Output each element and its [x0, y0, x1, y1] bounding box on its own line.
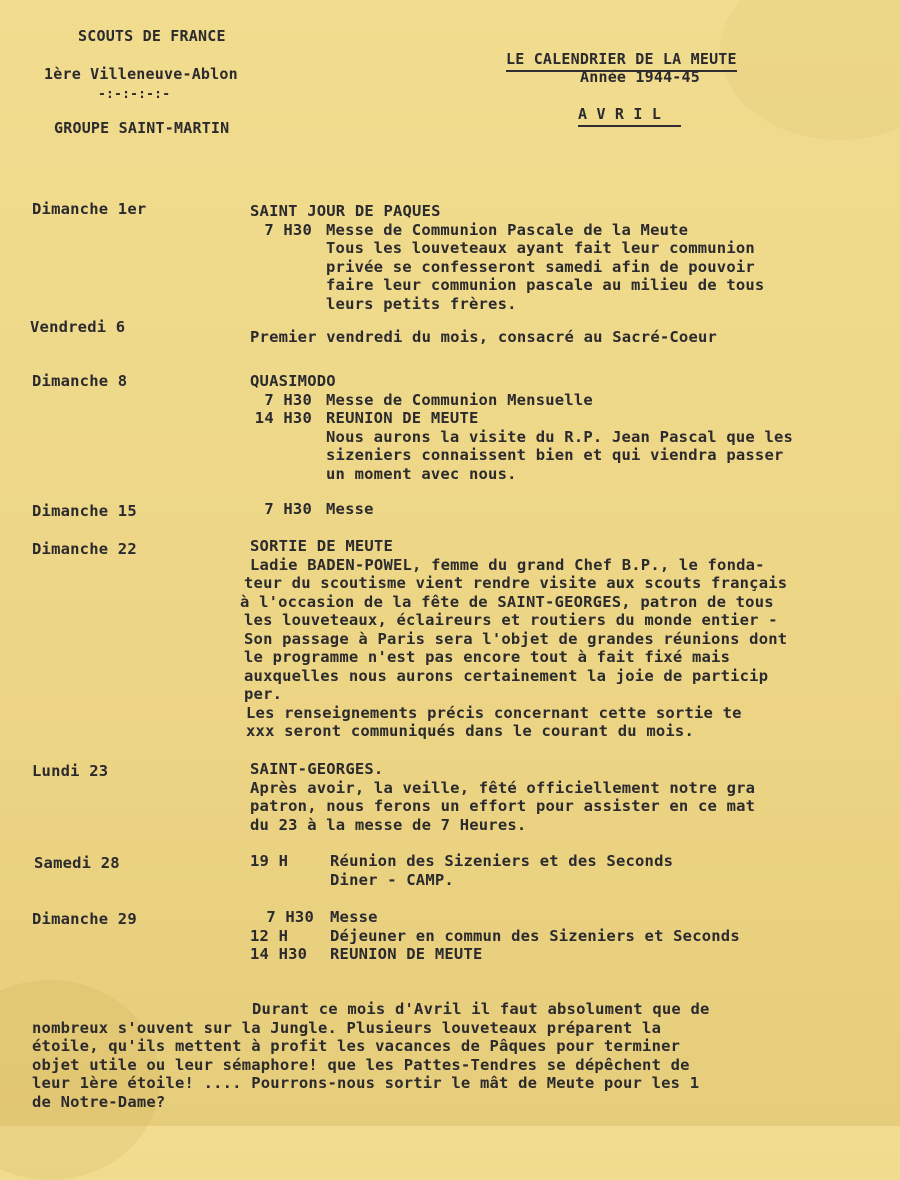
- entry-heading: SORTIE DE MEUTE: [250, 537, 393, 555]
- entry-line: REUNION DE MEUTE: [330, 945, 483, 963]
- entry-heading: Premier vendredi du mois, consacré au Sacré-Coeur: [250, 328, 718, 346]
- entry-line: sizeniers connaissent bien et qui viendra passer: [326, 446, 784, 464]
- unit-name: 1ère Villeneuve-Ablon: [44, 65, 238, 83]
- entry-line: les louveteaux, éclaireurs et routiers du monde entier -: [244, 611, 778, 629]
- entry-body: [250, 372, 793, 483]
- entry-time: 7 H30: [266, 908, 314, 926]
- entry-line: teur du scoutisme vient rendre visite aux scouts français: [244, 574, 788, 592]
- entry-line: Tous les louveteaux ayant fait leur communion: [326, 239, 755, 257]
- entry-body: [240, 537, 788, 741]
- entry-line: privée se confesseront samedi afin de pouvoir: [326, 257, 755, 276]
- closing-line: objet utile ou leur sémaphore! que les Pattes-Tendres se dépêchent de: [32, 1055, 690, 1074]
- entry-line: Nous aurons la visite du R.P. Jean Pascal que les: [326, 427, 794, 446]
- entry-time: 12 H: [250, 926, 289, 945]
- entry-line: Ladie BADEN-POWEL, femme du grand Chef B.P., le fonda-: [250, 555, 765, 574]
- calendar-month: A V R I L: [578, 105, 681, 127]
- entry-line: du 23 à la messe de 7 Heures.: [250, 815, 527, 834]
- entry-day: Dimanche 8: [32, 372, 128, 390]
- entry-line: Les renseignements précis concernant cette sortie te: [246, 703, 742, 722]
- closing-line: de Notre-Dame?: [32, 1092, 166, 1111]
- entry-time: 19 H: [250, 852, 289, 870]
- entry-line: patron, nous ferons un effort pour assister en ce mat: [250, 797, 756, 815]
- group-name: GROUPE SAINT-MARTIN: [54, 119, 230, 137]
- entry-time: 14 H30: [254, 409, 312, 427]
- entry-time: 7 H30: [264, 220, 312, 239]
- calendar-title: LE CALENDRIER DE LA MEUTE: [506, 50, 737, 72]
- entry-line: Messe: [326, 500, 374, 518]
- entry-line: leurs petits frères.: [326, 294, 517, 313]
- entry-line: à l'occasion de la fête de SAINT-GEORGES, patron de tous: [240, 592, 774, 611]
- entry-day: Samedi 28: [34, 854, 120, 872]
- entry-line: Son passage à Paris sera l'objet de grandes réunions dont: [244, 629, 788, 648]
- entry-day: Dimanche 15: [32, 502, 137, 520]
- entry-body: [250, 852, 673, 889]
- entry-day: Dimanche 1er: [32, 200, 147, 218]
- entry-heading: SAINT-GEORGES.: [250, 760, 384, 778]
- entry-time: 7 H30: [264, 390, 312, 409]
- entry-body: [250, 760, 755, 834]
- entry-line: Déjeuner en commun des Sizeniers et Seconds: [330, 926, 740, 945]
- entry-line: Messe de Communion Pascale de la Meute: [326, 220, 689, 239]
- entry-heading: QUASIMODO: [250, 372, 336, 390]
- entry-day: Vendredi 6: [30, 318, 126, 336]
- entry-line: xxx seront communiqués dans le courant du mois.: [246, 722, 694, 740]
- closing-line: étoile, qu'ils mettent à profit les vacances de Pâques pour terminer: [32, 1037, 681, 1055]
- entry-time: 7 H30: [264, 500, 312, 518]
- closing-line: Durant ce mois d'Avril il faut absolument que de: [252, 1000, 710, 1018]
- org-name: SCOUTS DE FRANCE: [78, 27, 226, 45]
- entry-line: le programme n'est pas encore tout à fait fixé mais: [244, 648, 731, 666]
- entry-heading: SAINT JOUR DE PAQUES: [250, 202, 441, 220]
- entry-body: [250, 908, 740, 964]
- entry-body: [250, 202, 764, 313]
- paper-stain: [720, 0, 900, 140]
- header-divider: -:-:-:-:-: [98, 87, 171, 102]
- entry-line: Messe: [330, 908, 378, 926]
- entry-line: Après avoir, la veille, fêté officiellement notre gra: [250, 778, 756, 797]
- entry-line: Diner - CAMP.: [330, 870, 454, 889]
- calendar-year: Année 1944-45: [580, 68, 700, 86]
- closing-line: leur 1ère étoile! .... Pourrons-nous sortir le mât de Meute pour les 1: [32, 1074, 700, 1092]
- entry-body: [250, 500, 374, 519]
- entry-time: 14 H30: [250, 945, 308, 963]
- entry-line: faire leur communion pascale au milieu de tous: [326, 276, 765, 294]
- entry-day: Dimanche 22: [32, 540, 137, 558]
- entry-line: auxquelles nous aurons certainement la joie de particip: [244, 666, 769, 685]
- entry-line: Réunion des Sizeniers et des Seconds: [330, 852, 674, 870]
- closing-paragraph: [32, 1000, 710, 1111]
- entry-day: Dimanche 29: [32, 910, 137, 928]
- entry-line: un moment avec nous.: [326, 464, 517, 483]
- entry-line: Messe de Communion Mensuelle: [326, 390, 593, 409]
- entry-line: per.: [244, 685, 283, 703]
- entry-line: REUNION DE MEUTE: [326, 409, 479, 427]
- closing-line: nombreux s'ouvent sur la Jungle. Plusieurs louveteaux préparent la: [32, 1018, 662, 1037]
- entry-day: Lundi 23: [32, 762, 109, 780]
